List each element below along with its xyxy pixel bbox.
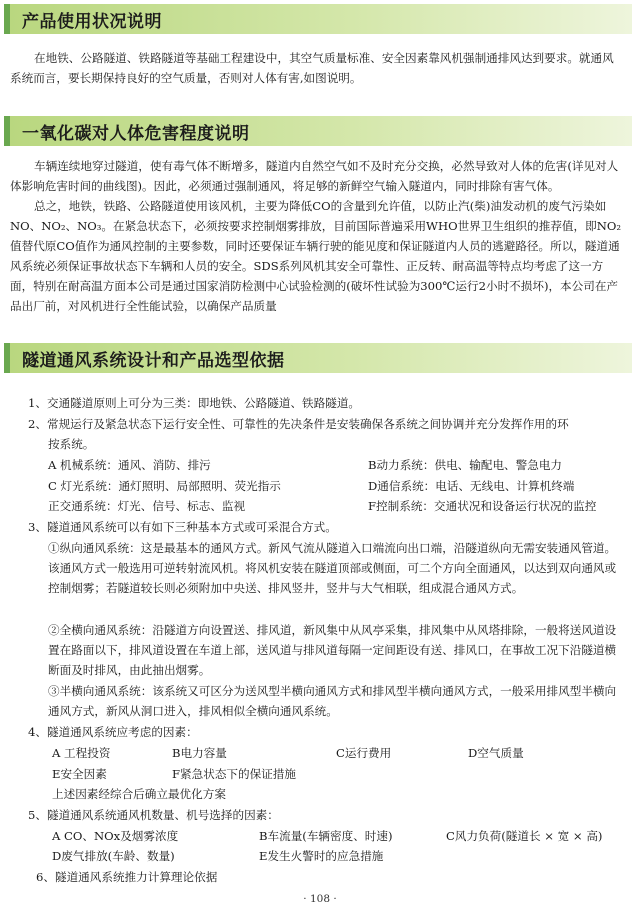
section-header-usage bbox=[4, 4, 632, 34]
paragraph: 车辆连续地穿过隧道，使有毒气体不断增多，隧道内自然空气如不及时充分交换，必然导致对人体的危害(详见对人体影响危害时间的曲线图)。因此，必须通过强制通风，将足够的新鲜空气输入隧道内，同时排除有害气体。 bbox=[10, 159, 619, 193]
list-item: 按系统。 bbox=[48, 437, 95, 451]
section-title: 隧道通风系统设计和产品选型依据 bbox=[22, 351, 285, 371]
list-item: 4、隧道通风系统应考虑的因素： bbox=[28, 725, 198, 739]
system-item: B动力系统：供电、输配电、警急电力 bbox=[368, 458, 563, 472]
page-number: · 108 · bbox=[303, 893, 337, 905]
mode-paragraph: ②全横向通风系统：沿隧道方向设置送、排风道，新风集中从风亭采集，排风集中从风塔排除，一般将送风道设置在路面以下，排风道设置在车道上部，送风道与排风道每隔一定间距设有送、排风口，在事故工况下沿隧道横断面及时排风，由此抽出烟雾。 bbox=[48, 623, 617, 677]
list-item: 1、交通隧道原则上可分为三类：即地铁、公路隧道、铁路隧道。 bbox=[28, 396, 361, 410]
factor-item: E安全因素 bbox=[52, 767, 107, 781]
section-title: 产品使用状况说明 bbox=[22, 12, 162, 32]
factor-item: A 工程投资 bbox=[52, 746, 111, 760]
mode-paragraph: ①纵向通风系统：这是最基本的通风方式。新风气流从隧道入口端流向出口端，沿隧道纵向无需安装通风管道。该通风方式一般选用可逆转射流风机。将风机安装在隧道顶部或侧面，可二个方向全面通风，以达到双向通风或控制烟雾；若隧道较长则必须附加中央送、排风竖井，竖井与大气相联，组成混合通风方式。 bbox=[48, 541, 617, 595]
section-header-ventilation-design bbox=[4, 343, 632, 373]
mode-paragraph: ③半横向通风系统：该系统又可区分为送风型半横向通风方式和排风型半横向通风方式，一般采用排风型半横向通风方式，新风从洞口进入，排风相似全横向通风系统。 bbox=[48, 684, 617, 718]
factor-item: C风力负荷(隧道长 × 宽 × 高) bbox=[446, 829, 603, 843]
paragraph: 在地铁、公路隧道、铁路隧道等基础工程建设中，其空气质量标准、安全因素靠风机强制通排风达到要求。就通风系统而言，要长期保持良好的空气质量，否则对人体有害,如图说明。 bbox=[10, 51, 614, 85]
section-header-co-hazard bbox=[4, 116, 632, 146]
list-item: 6、隧道通风系统推力计算理论依据 bbox=[36, 870, 218, 884]
system-item: 正交通系统：灯光、信号、标志、监视 bbox=[48, 499, 246, 513]
factor-summary: 上述因素经综合后确立最优化方案 bbox=[52, 787, 226, 801]
system-item: C 灯光系统：通灯照明、局部照明、荧光指示 bbox=[48, 479, 281, 493]
list-item: 5、隧道通风系统通风机数量、机号选择的因素： bbox=[28, 808, 279, 822]
system-item: D通信系统：电话、无线电、计算机终端 bbox=[368, 479, 575, 493]
list-item: 3、隧道通风系统可以有如下三种基本方式或可采混合方式。 bbox=[28, 520, 337, 534]
factor-item: A CO、NOx及烟雾浓度 bbox=[52, 829, 179, 843]
system-item: A 机械系统：通风、消防、排污 bbox=[48, 458, 211, 472]
factor-item: D废气排放(车龄、数量) bbox=[52, 849, 175, 863]
list-item: 2、常规运行及紧急状态下运行安全性、可靠性的先决条件是安装确保各系统之间协调并充分发挥作用的环 bbox=[28, 417, 569, 431]
factor-item: B电力容量 bbox=[172, 746, 227, 760]
factor-item: C运行费用 bbox=[336, 746, 392, 760]
factor-item: B车流量(车辆密度、时速) bbox=[259, 829, 393, 843]
factor-item: D空气质量 bbox=[468, 746, 524, 760]
system-item: F控制系统：交通状况和设备运行状况的监控 bbox=[368, 499, 597, 513]
section-title: 一氧化碳对人体危害程度说明 bbox=[22, 124, 250, 144]
factor-item: F紧急状态下的保证措施 bbox=[172, 767, 296, 781]
paragraph: 总之，地铁，铁路、公路隧道使用该风机，主要为降低CO的含量到允许值，以防止汽(柴)油发动机的废气污染如NO、NO₂、NO₃。在紧急状态下，必须按要求控制烟雾排放，目前国际普遍采用WHO世界卫生组织的推荐值，即NO₂值替代原CO值作为通风控制的主要参数，同时还要保证车辆行驶的能见度和保证隧道内人员的逃避路径。所以，隧道通风系统必须保证事故状态下车辆和人员的安全。SDS系列风机其安全可靠性、正反转、耐高温等特点均考虑了这一方面，特别在耐高温方面本公司是通过国家消防检测中心试验检测的(破坏性试验为300℃运行2小时不损坏)，本公司在产品出厂前，对风机进行全性能试验，以确保产品质量 bbox=[10, 199, 622, 313]
factor-item: E发生火警时的应急措施 bbox=[259, 849, 384, 863]
